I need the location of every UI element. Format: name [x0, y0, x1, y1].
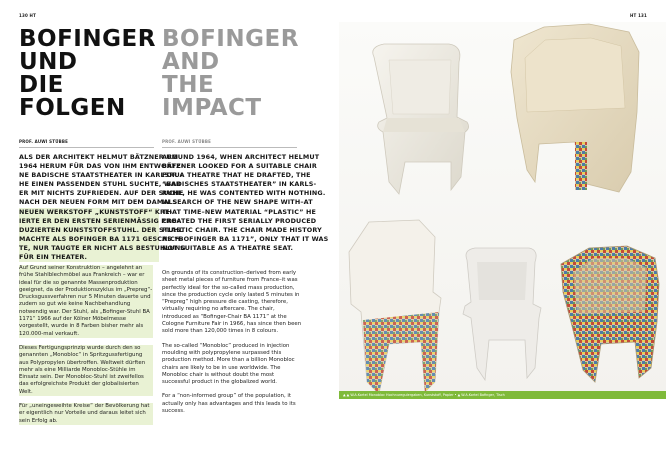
lead-line: AS “BOFINGER BA 1171”, ONLY THAT IT WAS: [162, 234, 329, 243]
paragraph: The so-called “Monobloc” produced in injection moulding with polypropylene surpassed this production method. More than a billion Monobloc chairs are likely to be in use worldwide. The Monobloc chair is without doubt the most successful product in the globalized world.: [162, 342, 295, 386]
lead-line: IN SEARCH OF THE NEW SHAPE WITH–AT: [162, 198, 313, 207]
lead-line: THAT TIME–NEW MATERIAL “PLASTIC” HE: [162, 207, 317, 216]
divider: [19, 147, 154, 148]
title-line: BOFINGER: [19, 26, 156, 52]
title-line: BOFINGER: [162, 26, 299, 52]
lead-line: “BADISCHES STAATSTHEATER” IN KARLS-: [162, 180, 317, 189]
paragraph: Dieses Fertigungsprinzip wurde durch den so genannten „Monobloc“ in Spritzgussfertigung aus Polypropylen übertroffen. Weltweit dürften mehr als eine Milliarde Monobloc-Stühle im Einsatz sein. Der Monobloc-Stuhl ist zweifellos das erfolgreichste Produkt der globalisierten Welt.: [19, 345, 153, 396]
title-german: [19, 28, 156, 120]
lead-line: AROUND 1964, WHEN ARCHITECT HELMUT: [162, 153, 320, 161]
title-line: UND: [19, 49, 78, 75]
page-number-right: HT 131: [630, 13, 648, 18]
lead-line: NEUEN WERKSTOFF „KUNSTSTOFF“ KRE-: [19, 207, 173, 216]
lead-line: CREATED THE FIRST SERIALLY PRODUCED: [162, 216, 317, 225]
title-line: THE: [162, 72, 215, 98]
paragraph: Auf Grund seiner Konstruktion – angelehnt an frühe Stahlblechmöbel aus Frankreich – war er ideal für die so genannte Massenproduktion geeignet, da der Produktionszyklus im „Prepreg“-Drucksgussverfahren nur 5 Minuten dauerte und zudem so gut wie keine Nachbehandlung notwendig war. Der Stuhl, als „Bofinger-Stuhl BA 1171“ 1966 auf der Kölner Möbelmesse vorgestellt, wurde in 8 Farben bisher mehr als 120.000-mal verkauft.: [19, 265, 153, 337]
paragraph: On grounds of its construction–derived from early sheet metal pieces of furniture from France–it was perfectly ideal for the so-called mass production, since the production cycle only lasted 5 minutes in “Prepreg” high pressure die casting, therefore, virtually requiring no aftercare. The chair, introduced as “Bofinger-Chair BA 1171” at the Cologne Furniture Fair in 1966, has since then been sold more than 120,000 times in 8 colours.: [162, 270, 302, 335]
chairs-illustration: [339, 22, 666, 398]
lead-line: PLASTIC CHAIR. THE CHAIR MADE HISTORY: [162, 225, 322, 234]
lead-line: FOR A THEATRE THAT HE DRAFTED, THE: [162, 171, 311, 180]
chairs-photo: [339, 22, 666, 398]
lead-line: HE EINEN PASSENDEN STUHL SUCHTE, WAR: [19, 180, 181, 189]
paragraph: For a “non-informed group” of the population, it actually only has advantages and this leads to its success.: [162, 393, 296, 415]
body-german: [19, 265, 153, 432]
divider: [162, 147, 297, 148]
title-line: DIE: [19, 72, 64, 98]
title-line: AND: [162, 49, 220, 75]
lead-line: TE, NUR TAUGTE ER NICHT ALS BESTUHLUNG: [19, 243, 186, 252]
lead-line: ER MIT NICHTS ZUFRIEDEN. AUF DER SUCHE: [19, 189, 184, 198]
lead-line: FÜR EIN THEATER.: [19, 253, 159, 262]
lead-line: RUHE, HE WAS CONTENTED WITH NOTHING.: [162, 189, 326, 198]
lead-german: [19, 153, 186, 262]
page-number-left: 130 HT: [19, 13, 37, 18]
byline-english: PROF. AUWI STÜBBE: [162, 139, 212, 144]
photo-caption: ▲ ▲ W.A.Kortel Monobloc Hochnuregulergaben, Kunststoff, Papier • ▲ W.A.Kortel Bofinger, Tisch: [343, 393, 505, 397]
bofinger-chair-cream: [511, 24, 639, 192]
lead-line: MACHTE ALS BOFINGER BA 1171 GESCHICH-: [19, 234, 184, 243]
title-line: IMPACT: [162, 95, 262, 121]
lead-line: IERTE ER DEN ERSTEN SERIENMÄSSIG PRO-: [19, 216, 180, 225]
lead-line: 1964 HERUM FÜR DAS VON IHM ENTWORFE-: [19, 162, 184, 171]
title-english: [162, 28, 299, 120]
title-line: FOLGEN: [19, 95, 126, 121]
paragraph: Für „uneingeweihte Kreise“ der Bevölkerung hat er eigentlich nur Vorteile und daraus leitet sich sein Erfolg ab.: [19, 403, 153, 425]
lead-line: NACH DER NEUEN FORM MIT DEM DAMALS: [19, 198, 178, 207]
byline-german: PROF. AUWI STÜBBE: [19, 139, 69, 144]
lead-line: NOT SUITABLE AS A THEATRE SEAT.: [162, 243, 294, 252]
lead-line: NE BADISCHE STAATSTHEATER IN KARLSRU-: [19, 171, 183, 180]
caption-bar: [339, 391, 666, 399]
lead-line: BÄTZNER LOOKED FOR A SUITABLE CHAIR: [162, 162, 317, 171]
body-english: [162, 270, 302, 422]
lead-line: DUZIERTEN KUNSTSTOFFSTUHL. DER STUHL: [19, 225, 184, 234]
lead-english: [162, 153, 329, 253]
lead-line: ALS DER ARCHITEKT HELMUT BÄTZNER UM: [19, 153, 179, 161]
